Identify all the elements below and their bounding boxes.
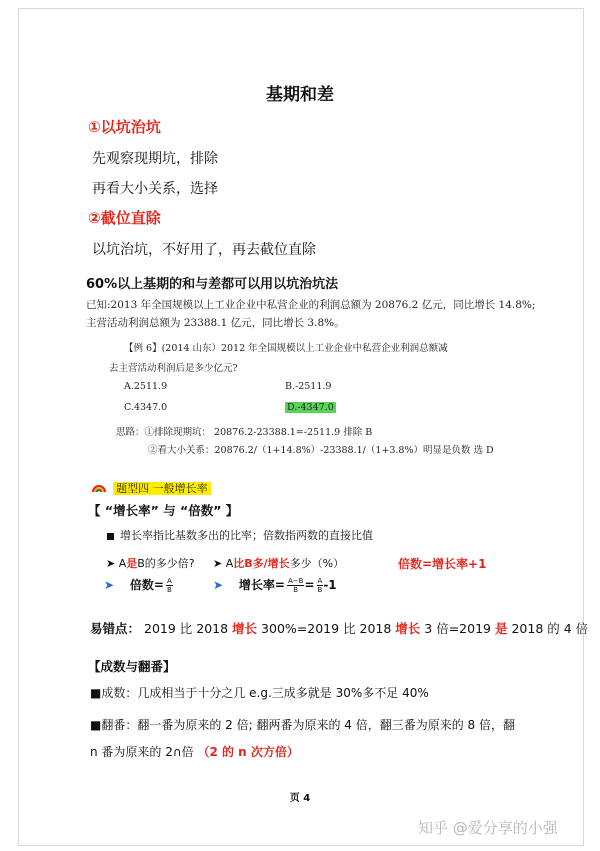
topic-row — [92, 477, 211, 497]
a-bi-b-row: ➤ A比B多/增长多少（%） — [213, 557, 345, 570]
zzl-formula: ➤ 增长率= $\frac{A-B}{B}$ = $\frac{A}{B}$ -1 — [213, 577, 337, 594]
option-a: A.2511.9 — [124, 381, 168, 392]
arrow-icon: ➤ — [213, 578, 224, 592]
a-is-b-row: ➤ A是B的多少倍? — [106, 557, 195, 570]
definition-row — [107, 527, 373, 543]
option-b: B.-2511.9 — [285, 381, 332, 392]
cs-line: ■成数：几成相当于十分之几 e.g.三成多就是 30%多不足 40% — [90, 686, 429, 700]
watermark: 知乎 @爱分享的小强 — [418, 819, 558, 837]
rule-line: 60%以上基期的和与差都可以用以坑治坑法 — [86, 277, 339, 292]
relation-formula: 倍数=增长率+1 — [398, 557, 487, 571]
line-1: 先观察现期坑，排除 — [92, 151, 218, 167]
rainbow-icon — [92, 478, 106, 497]
option-d-highlighted: D.-4347.0 — [287, 402, 334, 413]
page-title: 基期和差 — [266, 85, 334, 105]
thinking-line-1: 思路：①排除现期坑： 20876.2-23388.1=-2511.9 排除 B — [116, 427, 373, 438]
fb-line-1: ■翻番：翻一番为原来的 2 倍; 翻两番为原来的 4 倍，翻三番为原来的 8 倍，翻 — [90, 718, 515, 732]
thinking-line-2: ②看大小关系：20876.2/（1+14.8%）-23388.1/（1+3.8%）明显是负数 选 D — [148, 445, 494, 456]
option-c: C.4347.0 — [124, 402, 168, 413]
definition-text: 增长率指比基数多出的比率；倍数指两数的直接比值 — [120, 529, 373, 542]
line-2: 再看大小关系，选择 — [92, 181, 218, 197]
heading-1: ①以坑治坑 — [88, 118, 161, 136]
example-line: 【例 6】(2014 山东）2012 年全国规模以上工业企业中私营企业利润总额减 — [124, 343, 448, 354]
square-bullet-icon — [107, 533, 114, 540]
arrow-icon: ➤ — [104, 578, 115, 592]
question-line: 去主营活动利润后是多少亿元? — [109, 363, 238, 374]
heading-2: ②截位直除 — [88, 209, 161, 227]
error-point-line: 易错点： 2019 比 2018 增长 300%=2019 比 2018 增长 3 倍=2019 是 2018 的 4 倍 — [90, 621, 589, 636]
known-line-1: 已知:2013 年全国规模以上工业企业中私营企业的利润总额为 20876.2 亿元，同比增长 14.8%; — [86, 299, 536, 311]
cs-title: 【成数与翻番】 — [88, 659, 176, 674]
bracket-title: 【 “增长率” 与 “倍数” 】 — [88, 503, 239, 518]
arrow-icon: ➤ — [213, 557, 223, 570]
beishu-formula: ➤ 倍数= $\frac{A}{B}$ — [104, 577, 172, 594]
topic-label: 题型四 一般增长率 — [113, 482, 211, 495]
known-line-2: 主营活动利润总额为 23388.1 亿元，同比增长 3.8%。 — [86, 317, 345, 329]
line-3: 以坑治坑，不好用了，再去截位直除 — [92, 242, 316, 258]
page-number: 页 4 — [289, 793, 311, 804]
arrow-icon: ➤ — [106, 557, 116, 570]
fb-line-2: n 番为原来的 2∩倍 （2 的 n 次方倍） — [90, 745, 299, 759]
